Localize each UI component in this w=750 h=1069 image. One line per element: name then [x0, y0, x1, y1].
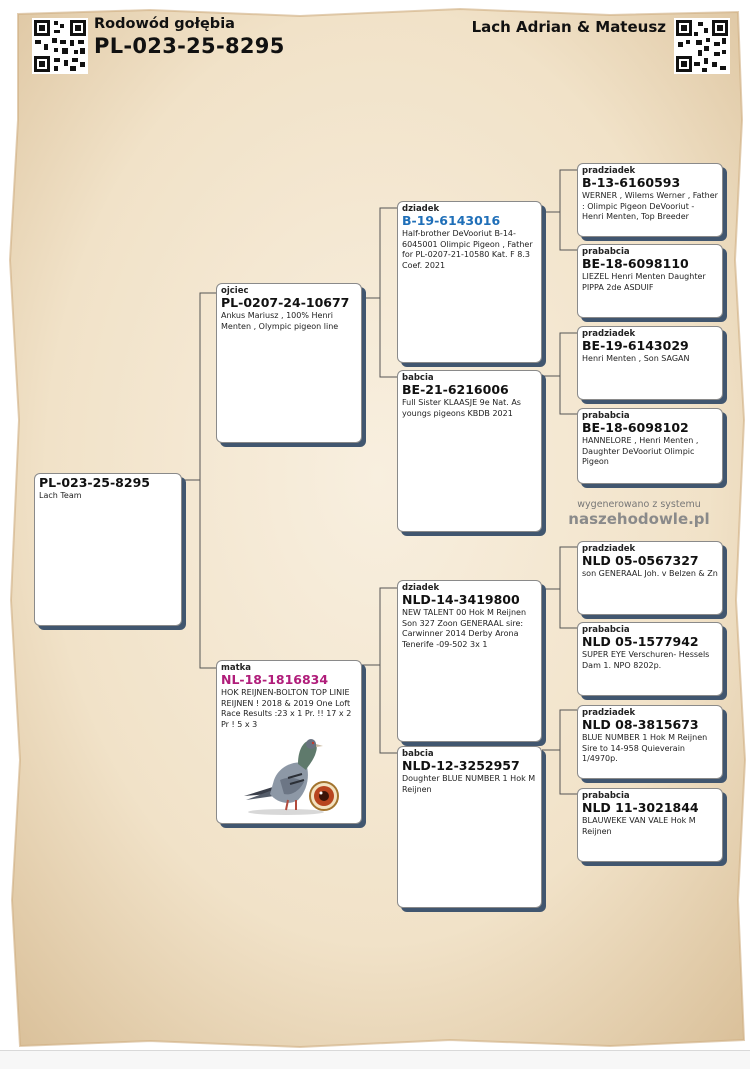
document-title-ring: PL-023-25-8295 — [94, 34, 285, 58]
great-grandparent-ring: NLD 05-0567327 — [582, 553, 699, 568]
grandparent-ring: B-19-6143016 — [402, 213, 501, 228]
role-label: ojciec — [221, 286, 249, 296]
great-grandparent-card[interactable] — [577, 705, 723, 779]
father-desc: Ankus Mariusz , 100% Henri Menten , Olympic pigeon line — [221, 311, 339, 331]
owner-name: Lach Adrian & Mateusz — [471, 18, 666, 36]
grandparent-card[interactable] — [397, 201, 542, 363]
grandparent-card[interactable] — [397, 370, 542, 532]
page-bottom-bar — [0, 1050, 750, 1069]
qr-code-icon — [32, 18, 88, 74]
great-grandparent-desc: BLAUWEKE VAN VALE Hok M Reijnen — [582, 816, 696, 836]
subject-desc: Lach Team — [39, 491, 82, 500]
great-grandparent-desc: BLUE NUMBER 1 Hok M Reijnen Sire to 14-958 Quieverain 1/4970p. — [582, 733, 708, 763]
grandparent-desc: NEW TALENT 00 Hok M Reijnen Son 327 Zoon GENERAAL sire: Carwinner 2014 Derby Arona Tenerife -09-502 3x 1 — [402, 608, 527, 649]
role-label: prababcia — [582, 791, 630, 801]
role-label: pradziadek — [582, 544, 636, 554]
great-grandparent-ring: BE-18-6098102 — [582, 420, 689, 435]
great-grandparent-desc: HANNELORE , Henri Menten , Daughter DeVooriut Olimpic Pigeon — [582, 436, 699, 466]
role-label: pradziadek — [582, 166, 636, 176]
role-label: pradziadek — [582, 329, 636, 339]
subject-card[interactable] — [34, 473, 182, 626]
great-grandparent-ring: NLD 11-3021844 — [582, 800, 699, 815]
great-grandparent-card[interactable] — [577, 163, 723, 237]
great-grandparent-card[interactable] — [577, 622, 723, 696]
grandparent-card[interactable] — [397, 580, 542, 742]
role-label: babcia — [402, 749, 434, 759]
grandparent-card[interactable] — [397, 746, 542, 908]
role-label: babcia — [402, 373, 434, 383]
great-grandparent-ring: BE-18-6098110 — [582, 256, 689, 271]
grandparent-desc: Doughter BLUE NUMBER 1 Hok M Reijnen — [402, 774, 536, 794]
great-grandparent-card[interactable] — [577, 244, 723, 318]
qr-code-icon — [674, 18, 730, 74]
great-grandparent-ring: NLD 05-1577942 — [582, 634, 699, 649]
great-grandparent-desc: SUPER EYE Verschuren- Hessels Dam 1. NPO 8202p. — [582, 650, 710, 670]
great-grandparent-desc: LIEZEL Henri Menten Daughter PIPPA 2de ASDUIF — [582, 272, 706, 292]
mother-desc: HOK REIJNEN-BOLTON TOP LINIE REIJNEN ! 2018 & 2019 One Loft Race Results :23 x 1 Pr. !! 17 x 2 Pr ! 5 x 3 — [221, 688, 352, 729]
subject-ring: PL-023-25-8295 — [39, 475, 150, 490]
great-grandparent-card[interactable] — [577, 541, 723, 615]
great-grandparent-ring: BE-19-6143029 — [582, 338, 689, 353]
role-label: prababcia — [582, 625, 630, 635]
grandparent-ring: NLD-14-3419800 — [402, 592, 520, 607]
role-label: dziadek — [402, 204, 440, 214]
great-grandparent-card[interactable] — [577, 788, 723, 862]
pigeon-photo — [236, 734, 340, 816]
father-card[interactable] — [216, 283, 362, 443]
father-ring: PL-0207-24-10677 — [221, 295, 350, 310]
role-label: pradziadek — [582, 708, 636, 718]
grandparent-ring: NLD-12-3252957 — [402, 758, 520, 773]
great-grandparent-desc: son GENERAAL Joh. v Belzen & Zn — [582, 569, 718, 578]
grandparent-desc: Half-brother DeVooriut B-14-6045001 Olimpic Pigeon , Father for PL-0207-21-10580 Kat. F 8.3 Coef. 2021 — [402, 229, 533, 270]
role-label: prababcia — [582, 247, 630, 257]
role-label: prababcia — [582, 411, 630, 421]
generator-label: wygenerowano z systemu — [577, 499, 701, 510]
mother-ring: NL-18-1816834 — [221, 672, 329, 687]
grandparent-desc: Full Sister KLAASJE 9e Nat. As youngs pigeons KBDB 2021 — [402, 398, 521, 418]
great-grandparent-card[interactable] — [577, 408, 723, 484]
generator-site: naszehodowle.pl — [568, 510, 710, 528]
great-grandparent-desc: Henri Menten , Son SAGAN — [582, 354, 690, 363]
great-grandparent-card[interactable] — [577, 326, 723, 400]
role-label: dziadek — [402, 583, 440, 593]
great-grandparent-ring: B-13-6160593 — [582, 175, 681, 190]
grandparent-ring: BE-21-6216006 — [402, 382, 509, 397]
great-grandparent-ring: NLD 08-3815673 — [582, 717, 699, 732]
document-subtitle: Rodowód gołębia — [94, 16, 235, 32]
great-grandparent-desc: WERNER , Wilems Werner , Father : Olimpic Pigeon DeVooriut - Henri Menten, Top Breeder — [582, 191, 718, 221]
role-label: matka — [221, 663, 252, 673]
